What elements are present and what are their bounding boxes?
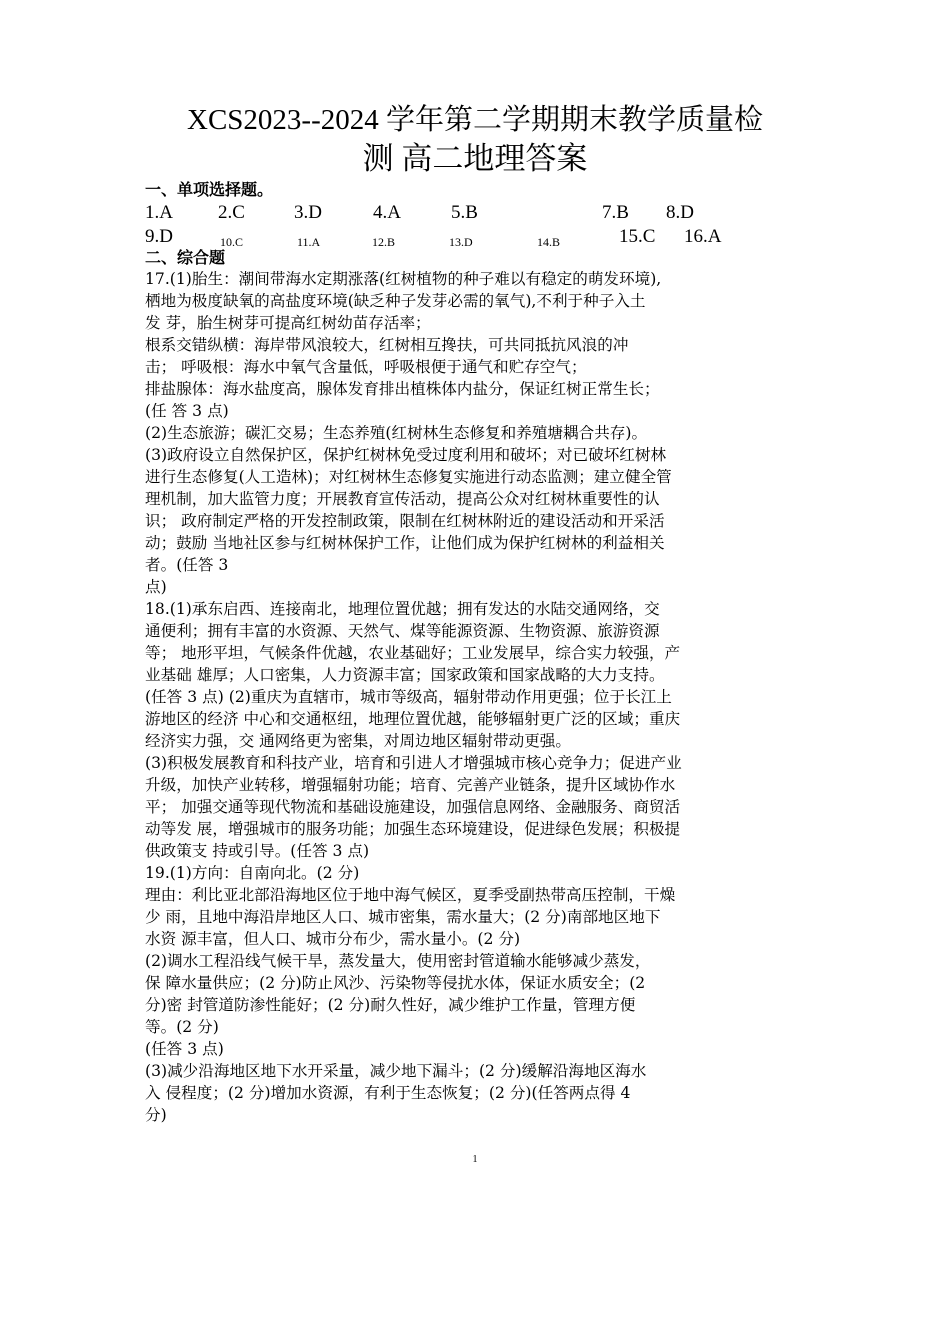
text-line: 点) (145, 578, 167, 596)
text-line: 通便利；拥有丰富的水资源、天然气、煤等能源资源、生物资源、旅游资源 (145, 622, 660, 640)
answer-item: 16.A (684, 226, 722, 247)
text-line: 平； 加强交通等现代物流和基础设施建设，加强信息网络、金融服务、商贸活 (145, 798, 681, 816)
answer-item: 9.D (145, 226, 173, 247)
answer-item: 13.D (449, 235, 473, 249)
text-line: 业基础 雄厚；人口密集，人力资源丰富；国家政策和国家战略的大力支持。 (145, 666, 665, 684)
page-number: 1 (472, 1154, 478, 1165)
text-line: 保 障水量供应；(2 分)防止风沙、污染物等侵扰水体，保证水质安全；(2 (145, 974, 646, 992)
section-heading-comprehensive: 二、综合题 (145, 248, 226, 267)
answer-item: 7.B (602, 202, 629, 223)
text-line: 发 芽，胎生树芽可提高红树幼苗存活率； (145, 314, 431, 332)
text-line: 识； 政府制定严格的开发控制政策，限制在红树林附近的建设活动和开采活 (145, 512, 665, 530)
answer-item: 10.C (220, 235, 244, 249)
text-line: 击； 呼吸根：海水中氧气含量低，呼吸根便于通气和贮存空气； (145, 358, 587, 376)
text-line: (任 答 3 点) (145, 402, 229, 420)
text-line: 等； 地形平坦，气候条件优越，农业基础好；工业发展早，综合实力较强，产 (145, 644, 681, 662)
text-line: 进行生态修复(人工造林)；对红树林生态修复实施进行动态监测；建立健全管 (145, 468, 672, 486)
answer-item: 3.D (294, 202, 322, 223)
text-line: 游地区的经济 中心和交通枢纽，地理位置优越，能够辐射更广泛的区域；重庆 (145, 710, 681, 728)
text-line: 分) (145, 1106, 167, 1124)
text-line: (2)生态旅游；碳汇交易；生态养殖(红树林生态修复和养殖塘耦合共存)。 (145, 424, 648, 442)
answer-item: 8.D (666, 202, 694, 223)
text-line: 排盐腺体：海水盐度高，腺体发育排出植株体内盐分，保证红树正常生长； (145, 380, 660, 398)
text-line: 动；鼓励 当地社区参与红树林保护工作，让他们成为保护红树林的利益相关 (145, 534, 665, 552)
text-line: 者。(任答 3 (145, 556, 229, 574)
text-line: (3)积极发展教育和科技产业，培育和引进人才增强城市核心竞争力；促进产业 (145, 754, 682, 772)
text-line: 入 侵程度；(2 分)增加水资源，有利于生态恢复；(2 分)(任答两点得 4 (145, 1084, 631, 1102)
text-line: 分)密 封管道防渗性能好；(2 分)耐久性好，减少维护工作量，管理方便 (145, 996, 636, 1014)
text-line: (任答 3 点) (2)重庆为直辖市，城市等级高，辐射带动作用更强；位于长江上 (145, 688, 672, 706)
text-line: 等。(2 分) (145, 1018, 219, 1036)
text-line: 理机制，加大监管力度；开展教育宣传活动，提高公众对红树林重要性的认 (145, 490, 660, 508)
text-line: 供政策支 持或引导。(任答 3 点) (145, 842, 370, 860)
answer-text-block (145, 268, 813, 1126)
text-line: 17.(1)胎生：潮间带海水定期涨落(红树植物的种子难以有稳定的萌发环境), (145, 270, 662, 288)
answer-item: 2.C (218, 202, 245, 223)
text-line: 理由：利比亚北部沿海地区位于地中海气候区，夏季受副热带高压控制，干燥 (145, 886, 676, 904)
answer-item: 14.B (537, 235, 561, 249)
text-line: 升级，加快产业转移，增强辐射功能；培育、完善产业链条，提升区域协作水 (145, 776, 676, 794)
text-line: 经济实力强，交 通网络更为密集，对周边地区辐射带动更强。 (145, 732, 571, 750)
text-line: (2)调水工程沿线气候干旱，蒸发量大，使用密封管道输水能够减少蒸发， (145, 952, 651, 970)
text-line: 根系交错纵横：海岸带风浪较大，红树相互搀扶，可共同抵抗风浪的冲 (145, 336, 629, 354)
answer-item: 12.B (372, 235, 396, 249)
section-heading-choice: 一、单项选择题。 (145, 180, 274, 199)
answer-item: 4.A (373, 202, 401, 223)
text-line: 18.(1)承东启西、连接南北，地理位置优越；拥有发达的水陆交通网络，交 (145, 600, 660, 618)
text-line: 动等发 展，增强城市的服务功能；加强生态环境建设，促进绿色发展；积极提 (145, 820, 681, 838)
text-line: 19.(1)方向：自南向北。(2 分) (145, 864, 360, 882)
text-line: 水资 源丰富，但人口、城市分布少，需水量小。(2 分) (145, 930, 521, 948)
title-line-2: 测 高二地理答案 (362, 141, 588, 176)
text-line: (3)减少沿海地区地下水开采量，减少地下漏斗；(2 分)缓解沿海地区海水 (145, 1062, 647, 1080)
title-line-1: XCS2023--2024 学年第二学期期末教学质量检 (187, 104, 763, 136)
text-line: 栖地为极度缺氧的高盐度环境(缺乏种子发芽必需的氧气),不利于种子入土 (145, 292, 646, 310)
answer-item: 15.C (619, 226, 656, 247)
text-line: 少 雨，且地中海沿岸地区人口、城市密集，需水量大；(2 分)南部地区地下 (145, 908, 661, 926)
text-line: (3)政府设立自然保护区，保护红树林免受过度利用和破坏；对已破坏红树林 (145, 446, 667, 464)
answer-item: 5.B (451, 202, 478, 223)
text-line: (任答 3 点) (145, 1040, 224, 1058)
answer-item: 1.A (145, 202, 173, 223)
answer-item: 11.A (297, 235, 321, 249)
